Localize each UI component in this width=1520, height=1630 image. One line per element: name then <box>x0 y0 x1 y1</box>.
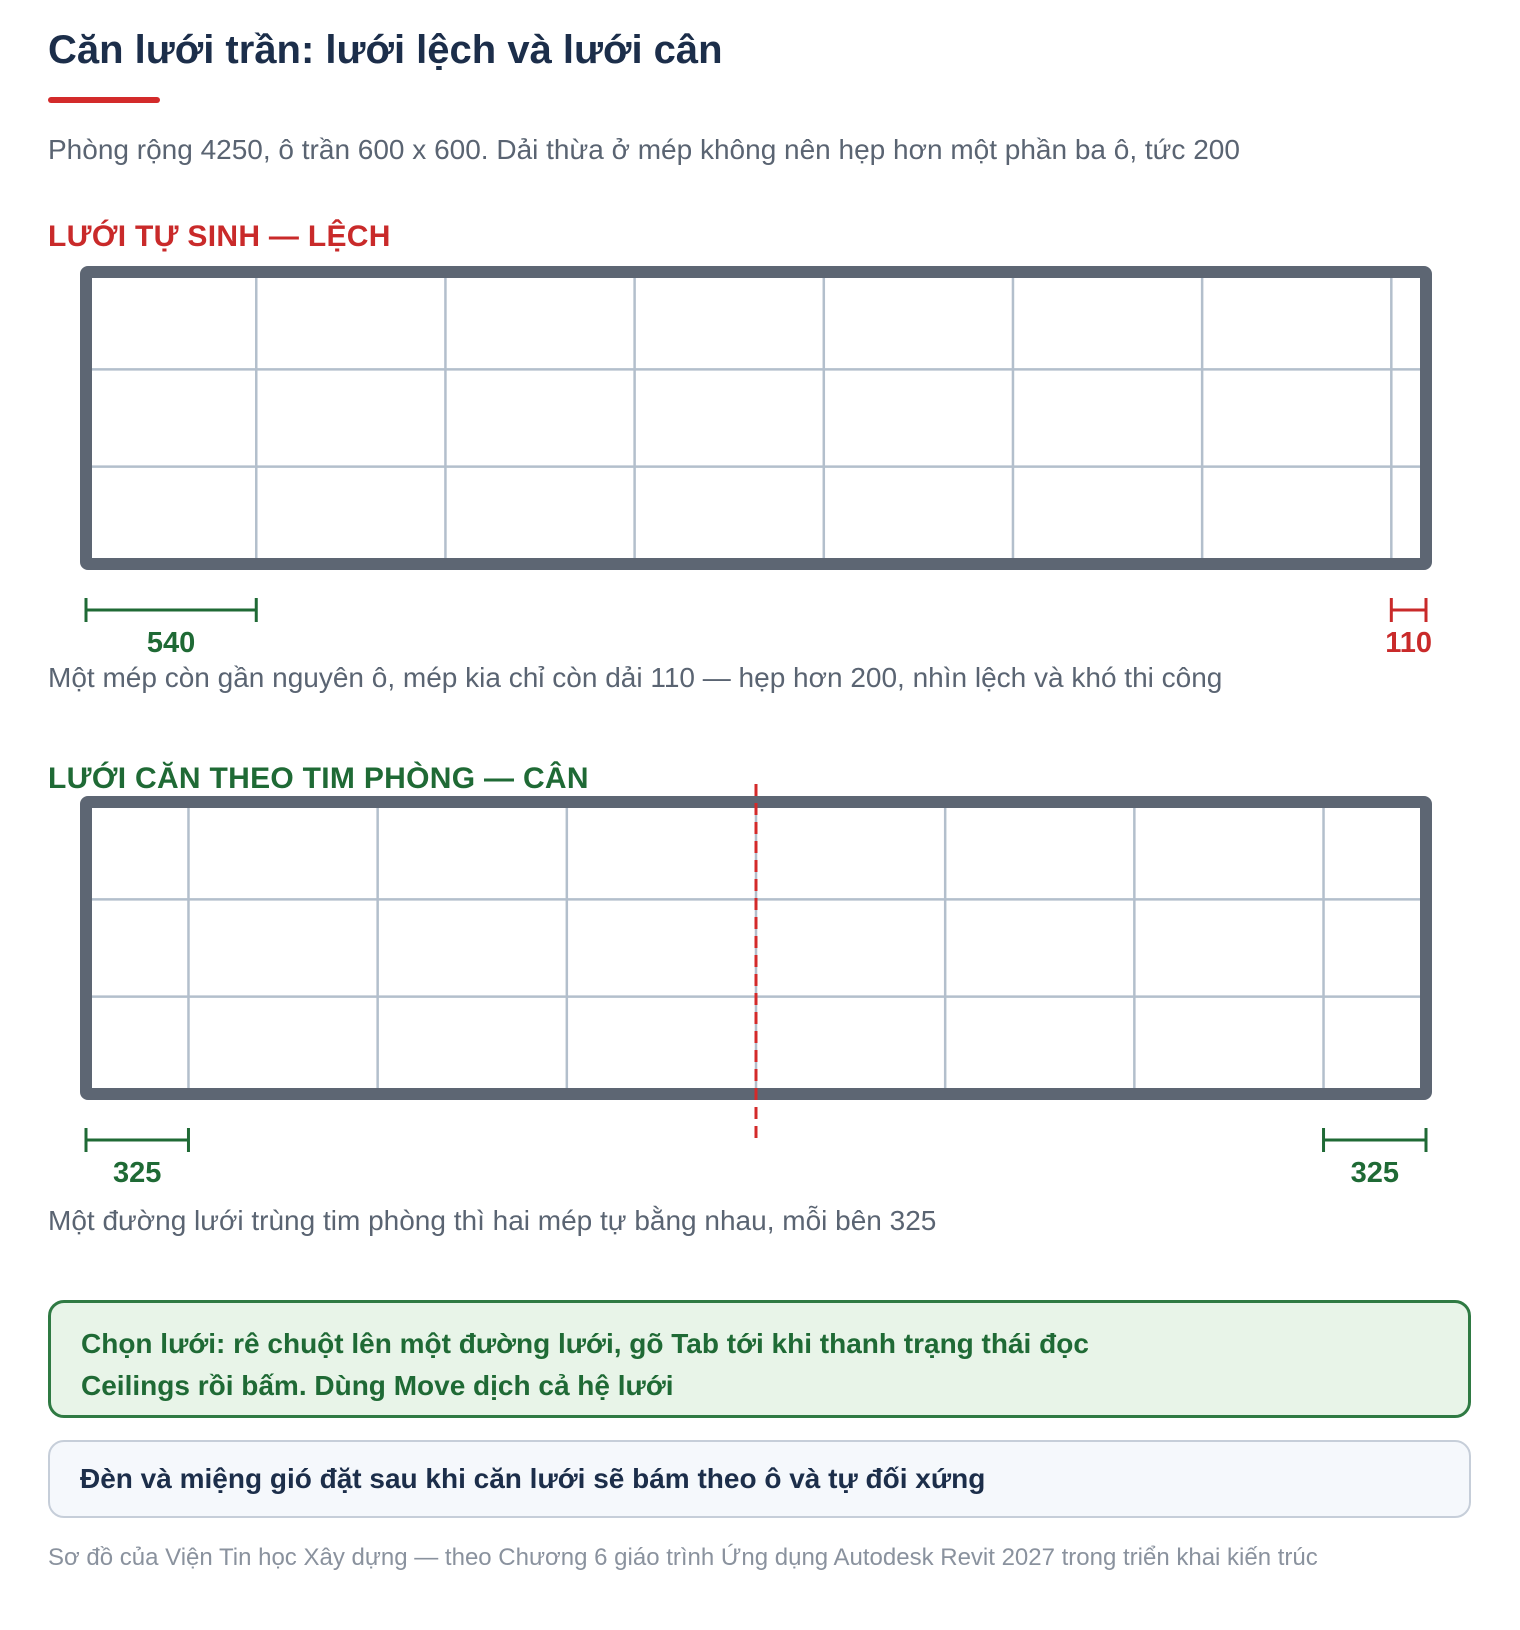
centered-grid-caption: Một đường lưới trùng tim phòng thì hai mép tự bằng nhau, mỗi bên 325 <box>48 1205 937 1236</box>
dimension-marker <box>86 1128 188 1189</box>
dimension-marker <box>86 598 256 659</box>
dimension-marker <box>1385 598 1432 659</box>
title-underline <box>48 97 160 103</box>
note-box: Đèn và miệng gió đặt sau khi căn lưới sẽ bám theo ô và tự đối xứng <box>48 1440 1471 1518</box>
intro-text: Phòng rộng 4250, ô trần 600 x 600. Dải thừa ở mép không nên hẹp hơn một phần ba ô, tức 200 <box>48 134 1240 165</box>
tip-line: Chọn lưới: rê chuột lên một đường lưới, gõ Tab tới khi thanh trạng thái đọc <box>81 1328 1089 1359</box>
dimension-label: 325 <box>1350 1157 1399 1189</box>
misaligned-grid-caption: Một mép còn gần nguyên ô, mép kia chỉ còn dải 110 — hẹp hơn 200, nhìn lệch và khó thi công <box>48 662 1223 693</box>
dimension-label: 540 <box>146 627 196 659</box>
misaligned-grid-diagram <box>0 250 1520 670</box>
tip-line: Ceilings rồi bấm. Dùng Move dịch cả hệ lưới <box>81 1370 674 1401</box>
centered-grid-label: LƯỚI CĂN THEO TIM PHÒNG — CÂN <box>48 762 589 795</box>
tip-box <box>48 1300 1471 1418</box>
page-title: Căn lưới trần: lưới lệch và lưới cân <box>48 28 723 72</box>
centered-grid-diagram <box>0 780 1520 1200</box>
misaligned-grid-label: LƯỚI TỰ SINH — LỆCH <box>48 220 391 253</box>
room-outline <box>86 272 1426 564</box>
dimension-label: 110 <box>1385 627 1433 659</box>
credit-text: Sơ đồ của Viện Tin học Xây dựng — theo Chương 6 giáo trình Ứng dụng Autodesk Revit 2027 trong triển khai kiến trúc <box>48 1544 1318 1571</box>
dimension-marker <box>1324 1128 1426 1189</box>
dimension-label: 325 <box>113 1157 162 1189</box>
